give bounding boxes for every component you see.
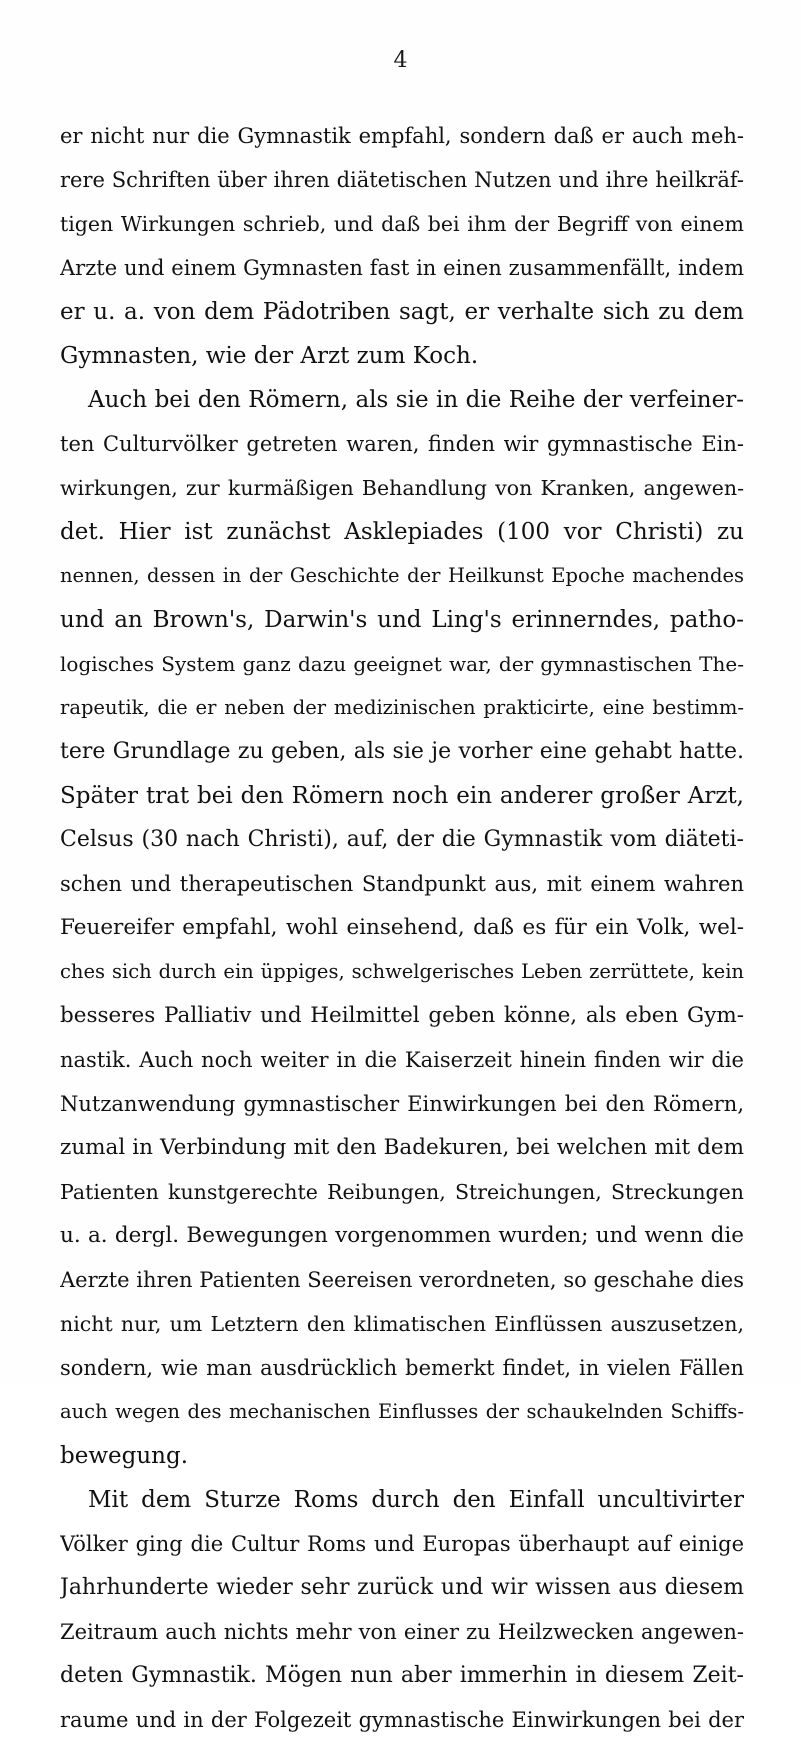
text-line: zumal in Verbindung mit den Badekuren, bei welchen mit dem xyxy=(60,1135,744,1160)
text-line: besseres Palliativ und Heilmittel geben könne, als eben Gym- xyxy=(60,1003,744,1028)
text-line: Celsus (30 nach Christi), auf, der die Gymnastik vom diäteti- xyxy=(60,827,744,852)
text-line: Völker ging die Cultur Roms und Europas überhaupt auf einige xyxy=(60,1532,744,1556)
text-line: det. Hier ist zunächst Asklepiades (100 vor Christi) zu xyxy=(60,519,744,545)
page-number: 4 xyxy=(393,48,408,73)
text-line: nicht nur, um Letztern den klimatischen Einflüssen auszusetzen, xyxy=(60,1312,744,1336)
text-line: rapeutik, die er neben der medizinischen prakticirte, eine bestimm- xyxy=(60,696,744,719)
text-line: rere Schriften über ihren diätetischen Nutzen und ihre heilkräf- xyxy=(60,168,744,192)
text-line: wirkungen, zur kurmäßigen Behandlung von Kranken, angewen- xyxy=(60,476,744,500)
text-line: nastik. Auch noch weiter in die Kaiserzeit hinein finden wir die xyxy=(60,1048,744,1072)
body-text xyxy=(60,114,744,1742)
text-line: logisches System ganz dazu geeignet war, der gymnastischen The- xyxy=(60,652,744,676)
text-line: Auch bei den Römern, als sie in die Reihe der verfeiner- xyxy=(88,387,744,413)
text-line: und an Brown's, Darwin's und Ling's erinnerndes, patho- xyxy=(60,607,744,633)
text-line: tere Grundlage zu geben, als sie je vorher eine gehabt hatte. xyxy=(60,739,744,764)
text-line: Aerzte ihren Patienten Seereisen verordneten, so geschahe dies xyxy=(60,1268,744,1292)
text-line: Nutzanwendung gymnastischer Einwirkungen bei den Römern, xyxy=(60,1092,744,1116)
text-line: auch wegen des mechanischen Einflusses der schaukelnden Schiffs- xyxy=(60,1400,744,1423)
text-line: raume und in der Folgezeit gymnastische Einwirkungen bei der xyxy=(60,1708,744,1732)
text-line: sondern, wie man ausdrücklich bemerkt findet, in vielen Fällen xyxy=(60,1356,744,1380)
text-line: Zeitraum auch nichts mehr von einer zu Heilzwecken angewen- xyxy=(60,1620,744,1644)
text-line: Feuereifer empfahl, wohl einsehend, daß es für ein Volk, wel- xyxy=(60,915,744,940)
text-line: Mit dem Sturze Roms durch den Einfall uncultivirter xyxy=(88,1487,744,1513)
text-line: Gymnasten, wie der Arzt zum Koch. xyxy=(60,343,479,369)
text-line: Später trat bei den Römern noch ein anderer großer Arzt, xyxy=(60,783,744,809)
text-line: Arzte und einem Gymnasten fast in einen zusammenfällt, indem xyxy=(60,256,744,280)
text-line: er nicht nur die Gymnastik empfahl, sondern daß er auch meh- xyxy=(60,124,744,148)
text-line: deten Gymnastik. Mögen nun aber immerhin in diesem Zeit- xyxy=(60,1663,744,1688)
text-line: Jahrhunderte wieder sehr zurück und wir wissen aus diesem xyxy=(60,1575,744,1600)
text-line: bewegung. xyxy=(60,1443,189,1469)
text-line: u. a. dergl. Bewegungen vorgenommen wurden; und wenn die xyxy=(60,1223,744,1248)
text-line: er u. a. von dem Pädotriben sagt, er verhalte sich zu dem xyxy=(60,299,744,325)
text-line: ten Culturvölker getreten waren, finden wir gymnastische Ein- xyxy=(60,432,744,456)
text-line: tigen Wirkungen schrieb, und daß bei ihm der Begriff von einem xyxy=(60,212,744,236)
text-line: Patienten kunstgerechte Reibungen, Streichungen, Streckungen xyxy=(60,1180,744,1204)
text-line: nennen, dessen in der Geschichte der Heilkunst Epoche machendes xyxy=(60,564,744,587)
text-line: ches sich durch ein üppiges, schwelgerisches Leben zerrüttete, kein xyxy=(60,960,744,983)
text-line: schen und therapeutischen Standpunkt aus, mit einem wahren xyxy=(60,872,744,896)
